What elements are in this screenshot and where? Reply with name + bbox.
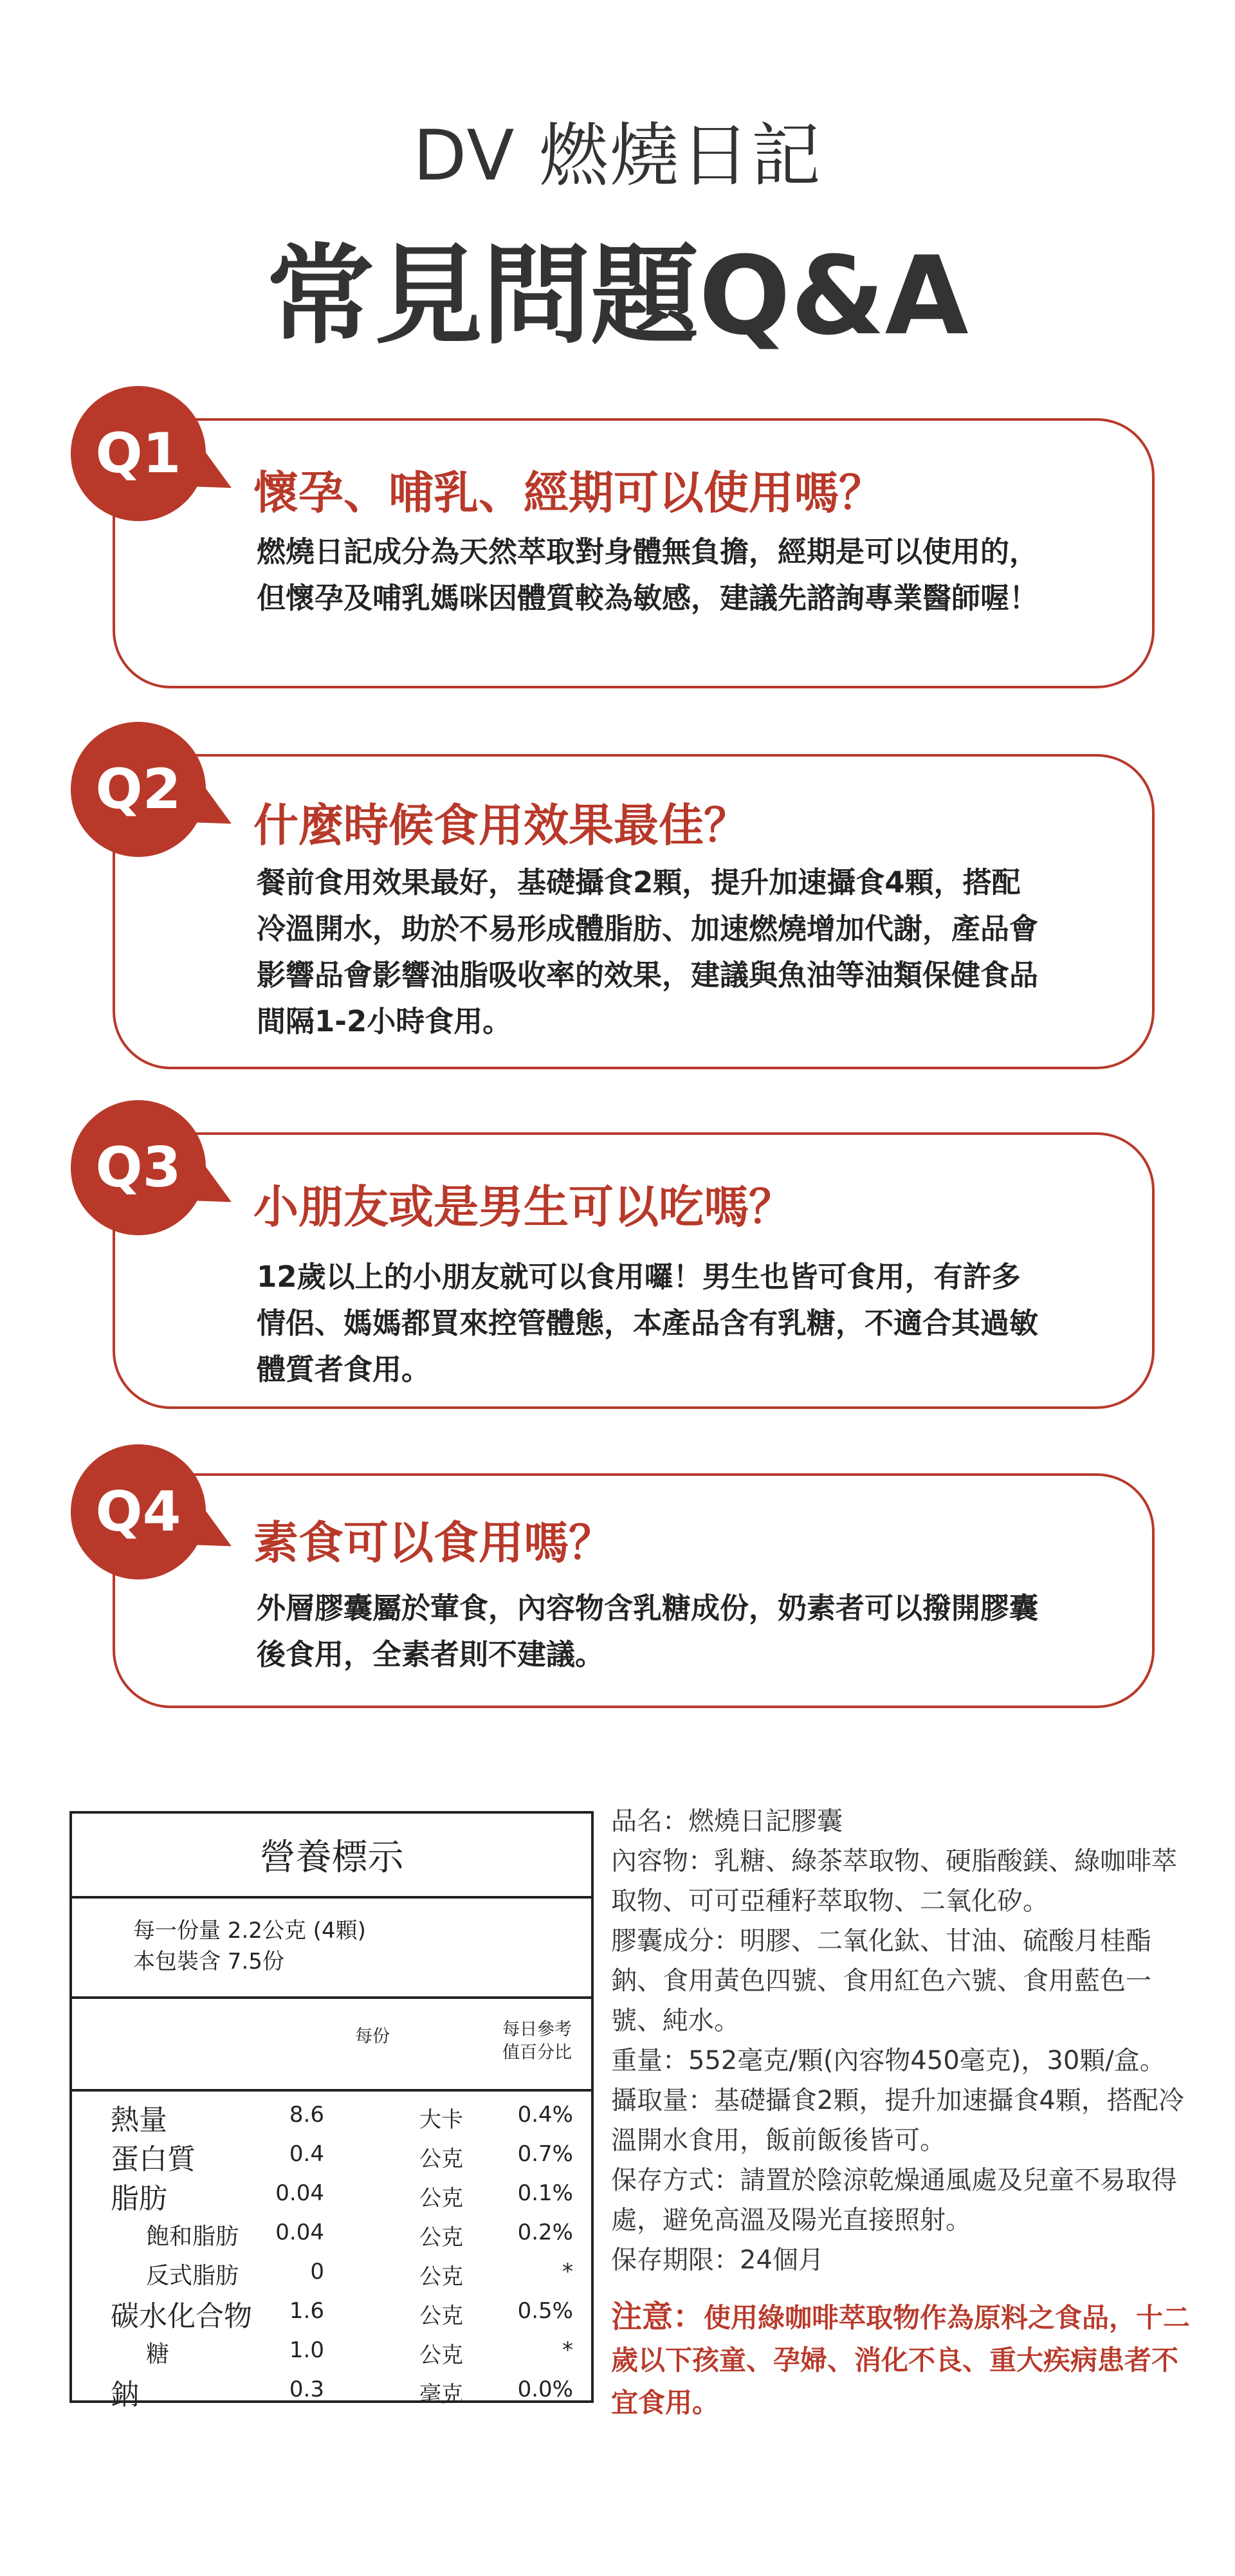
page-title: 常見問題Q&A bbox=[266, 233, 969, 359]
nutrient-percent: 0.7% bbox=[517, 2141, 573, 2167]
nutrition-row bbox=[72, 2097, 591, 2135]
nutrient-percent: 0.1% bbox=[517, 2180, 573, 2206]
nutrition-row bbox=[72, 2175, 591, 2214]
nutrient-percent: 0.0% bbox=[517, 2377, 573, 2402]
nutrient-unit: 大卡 bbox=[419, 2107, 463, 2133]
nutrient-label: 鈉 bbox=[111, 2378, 139, 2411]
nutrient-percent: * bbox=[562, 2337, 573, 2363]
nutrition-title: 營養標示 bbox=[72, 1814, 591, 1899]
nutrient-value: 0.4 bbox=[289, 2141, 324, 2167]
warning-text: 使用綠咖啡萃取物作為原料之食品，十二歲以下孩童、孕婦、消化不良、重大疾病患者不宜食用。 bbox=[611, 2302, 1191, 2418]
col-daily-value bbox=[495, 2018, 579, 2065]
nutrient-unit: 公克 bbox=[419, 2225, 463, 2250]
nutrient-percent: 0.2% bbox=[517, 2220, 573, 2245]
faq-question: 素食可以食用嗎？ bbox=[253, 1516, 614, 1569]
nutrient-value: 0.04 bbox=[275, 2180, 324, 2206]
nutrition-table bbox=[69, 1811, 594, 2411]
capsule-ingredients: 膠囊成分：明膠、二氧化鈦、甘油、硫酸月桂酯鈉、食用黃色四號、食用紅色六號、食用藍色一號、純水。 bbox=[611, 1926, 1151, 2036]
nutrient-unit: 公克 bbox=[419, 2264, 463, 2290]
servings-per-pack: 本包裝含 7.5份 bbox=[133, 1949, 284, 1974]
serving-size: 每一份量 2.2公克 (4顆) bbox=[133, 1918, 366, 1944]
faq-card-4 bbox=[113, 1473, 1155, 1708]
storage-method: 保存方式：請置於陰涼乾燥通風處及兒童不易取得處，避免高溫及陽光直接照射。 bbox=[611, 2166, 1177, 2235]
faq-badge-3: Q3 bbox=[71, 1100, 206, 1235]
faq-answer: 12歲以上的小朋友就可以食用囉！男生也皆可食用，有許多情侶、媽媽都買來控管體態，本產品含有乳糖，不適合其過敏體質者食用。 bbox=[257, 1260, 1039, 1386]
nutrition-row bbox=[72, 2136, 591, 2175]
nutrient-unit: 毫克 bbox=[419, 2382, 463, 2407]
warning-label: 注意： bbox=[611, 2299, 704, 2335]
faq-card-2 bbox=[113, 754, 1155, 1069]
nutrient-label: 蛋白質 bbox=[111, 2143, 196, 2176]
nutrient-value: 8.6 bbox=[289, 2102, 324, 2128]
nutrition-row bbox=[72, 2214, 591, 2253]
nutrient-label: 飽和脂肪 bbox=[146, 2223, 239, 2250]
nutrient-percent: * bbox=[562, 2259, 573, 2285]
faq-question: 什麼時候食用效果最佳？ bbox=[253, 799, 749, 852]
faq-answer: 餐前食用效果最好，基礎攝食2顆，提升加速攝食4顆，搭配冷溫開水，助於不易形成體脂肪、加速燃燒增加代謝，產品會影響品會影響油脂吸收率的效果，建議與魚油等油類保健食品間隔1-2小時食用。 bbox=[257, 865, 1039, 1038]
col-daily-line-2: 值百分比 bbox=[502, 2043, 572, 2063]
col-daily-line-1: 每日參考 bbox=[502, 2019, 572, 2039]
nutrient-label: 碳水化合物 bbox=[111, 2300, 252, 2333]
brand-line: DV 燃燒日記 bbox=[413, 116, 822, 196]
serving-info bbox=[72, 1896, 591, 1999]
faq-answer: 燃燒日記成分為天然萃取對身體無負擔，經期是可以使用的，但懷孕及哺乳媽咪因體質較為敏感，建議先諮詢專業醫師喔！ bbox=[257, 535, 1039, 615]
nutrient-value: 1.0 bbox=[289, 2337, 324, 2363]
nutrient-percent: 0.4% bbox=[517, 2102, 573, 2128]
faq-card-1 bbox=[113, 418, 1155, 688]
shelf-life: 保存期限：24個月 bbox=[611, 2245, 824, 2275]
nutrient-value: 1.6 bbox=[289, 2298, 324, 2324]
product-contents: 內容物：乳糖、綠茶萃取物、硬脂酸鎂、綠咖啡萃取物、可可亞種籽萃取物、二氧化矽。 bbox=[611, 1846, 1177, 1916]
nutrient-unit: 公克 bbox=[419, 2185, 463, 2211]
faq-badge-4: Q4 bbox=[71, 1444, 206, 1579]
product-info bbox=[611, 1801, 1196, 2280]
col-per-serving: 每份 bbox=[355, 2027, 390, 2047]
nutrient-label: 反式脂肪 bbox=[146, 2263, 239, 2289]
intake-amount: 攝取量：基礎攝食2顆，提升加速攝食4顆，搭配冷溫開水食用，飯前飯後皆可。 bbox=[611, 2086, 1184, 2155]
nutrient-value: 0 bbox=[310, 2259, 324, 2285]
nutrient-unit: 公克 bbox=[419, 2146, 463, 2172]
nutrition-row bbox=[72, 2254, 591, 2292]
faq-card-3 bbox=[113, 1132, 1155, 1409]
nutrient-percent: 0.5% bbox=[517, 2298, 573, 2324]
faq-answer: 外層膠囊屬於葷食，內容物含乳糖成份，奶素者可以撥開膠囊後食用，全素者則不建議。 bbox=[257, 1591, 1039, 1671]
nutrient-unit: 公克 bbox=[419, 2303, 463, 2329]
product-weight: 重量：552毫克/顆(內容物450毫克)，30顆/盒。 bbox=[611, 2046, 1166, 2075]
faq-badge-1: Q1 bbox=[71, 386, 206, 521]
column-headers bbox=[72, 1999, 591, 2092]
warning-note bbox=[611, 2295, 1196, 2424]
nutrient-label: 脂肪 bbox=[111, 2182, 167, 2215]
product-name: 品名：燃燒日記膠囊 bbox=[611, 1807, 843, 1836]
nutrition-row bbox=[72, 2293, 591, 2332]
nutrient-value: 0.3 bbox=[289, 2377, 324, 2402]
nutrient-unit: 公克 bbox=[419, 2342, 463, 2368]
faq-question: 懷孕、哺乳、經期可以使用嗎？ bbox=[253, 466, 884, 519]
faq-badge-2: Q2 bbox=[71, 722, 206, 857]
nutrition-row bbox=[72, 2332, 591, 2371]
faq-question: 小朋友或是男生可以吃嗎？ bbox=[253, 1181, 794, 1233]
nutrition-row bbox=[72, 2371, 591, 2410]
nutrient-label: 熱量 bbox=[111, 2104, 167, 2137]
nutrient-label: 糖 bbox=[146, 2341, 170, 2368]
nutrient-value: 0.04 bbox=[275, 2220, 324, 2245]
